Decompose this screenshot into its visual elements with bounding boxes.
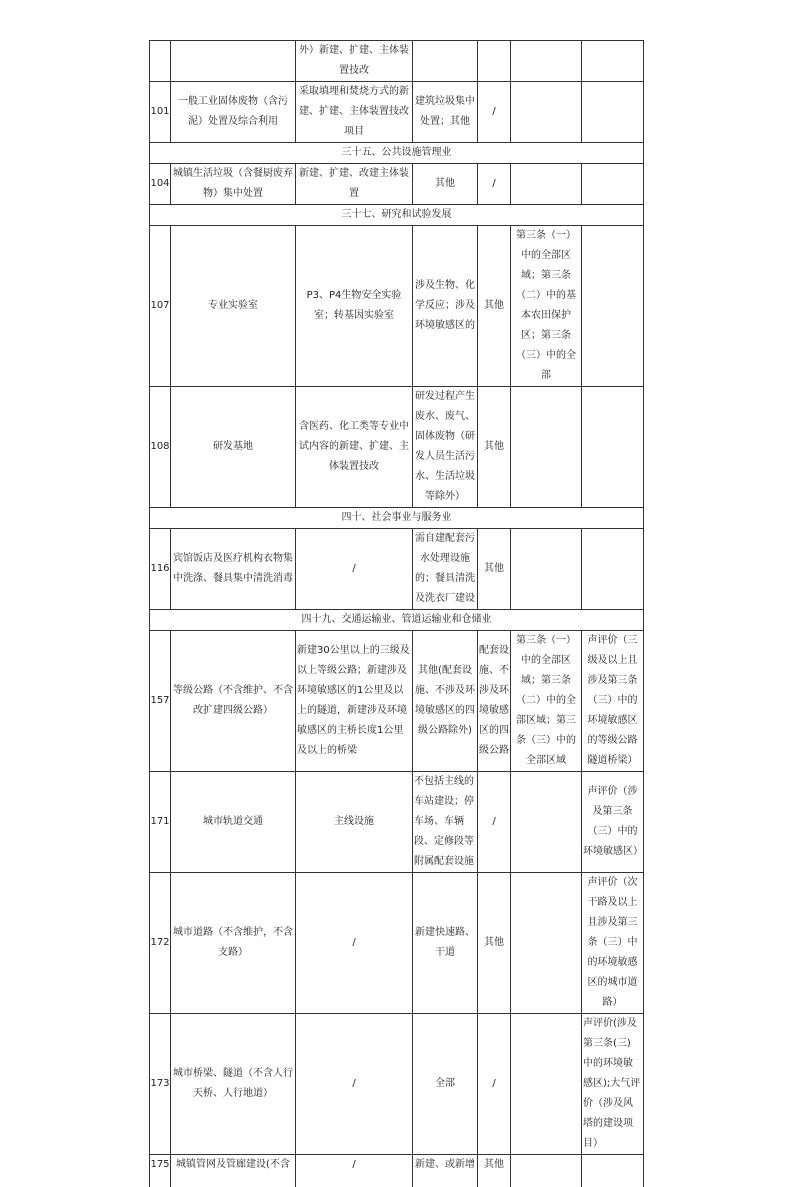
environmental-assessment-table [149, 40, 644, 1187]
cell-scope: 含医药、化工类等专业中试内容的新建、扩建、主体装置技改 [296, 387, 413, 508]
row-number: 173 [150, 1014, 171, 1155]
cell-condition: 建筑垃圾集中处置；其他 [413, 82, 478, 143]
table-row [150, 529, 644, 610]
cell-condition: 新建、或新增 [413, 1155, 478, 1187]
cell-category: 城市轨道交通 [171, 772, 296, 873]
cell-scope: P3、P4生物安全实验室；转基因实验室 [296, 226, 413, 387]
cell-scope: 外）新建、扩建、主体装置技改 [296, 41, 413, 82]
row-number: 107 [150, 226, 171, 387]
cell-category: 城市桥梁、隧道（不含人行天桥、人行地道） [171, 1014, 296, 1155]
section-heading: 四十九、交通运输业、管道运输业和仓储业 [150, 610, 644, 631]
cell-condition: 全部 [413, 1014, 478, 1155]
cell-special-assessment: 声评价（涉及第三条（三）中的环境敏感区） [582, 772, 644, 873]
table-row [150, 1155, 644, 1187]
cell-scope: 新建、扩建、改建主体装置 [296, 164, 413, 205]
cell-scope: / [296, 529, 413, 610]
cell-condition: 涉及生物、化学反应；涉及环境敏感区的 [413, 226, 478, 387]
cell-category: 等级公路（不含维护、不含改扩建四级公路） [171, 631, 296, 772]
cell-category: 宾馆饭店及医疗机构衣物集中洗涤、餐具集中清洗消毒 [171, 529, 296, 610]
cell-value: 配套设施、不涉及环境敏感区的四级公路 [478, 631, 511, 772]
table-row [150, 226, 644, 387]
row-number: 116 [150, 529, 171, 610]
cell-sensitive-area: 第三条（一）中的全部区域；第三条（二）中的全部区域；第三条（三）中的全部区域 [511, 631, 582, 772]
cell-value: 其他 [478, 1155, 511, 1187]
table-row [150, 873, 644, 1014]
cell-category: 研发基地 [171, 387, 296, 508]
table-row [150, 631, 644, 772]
cell-value: / [478, 1014, 511, 1155]
cell-category: 城市道路（不含维护，不含支路） [171, 873, 296, 1014]
cell-category: 专业实验室 [171, 226, 296, 387]
section-heading: 四十、社会事业与服务业 [150, 508, 644, 529]
cell-category: 城镇管网及管廊建设(不含 [171, 1155, 296, 1187]
cell-condition: 其他 [413, 164, 478, 205]
cell-special-assessment: 声评价（次干路及以上且涉及第三条（三）中的环境敏感区的城市道路） [582, 873, 644, 1014]
section-heading: 三十五、公共设施管理业 [150, 143, 644, 164]
table-row [150, 1014, 644, 1155]
cell-condition: 新建快速路、干道 [413, 873, 478, 1014]
cell-value: 其他 [478, 873, 511, 1014]
row-number: 157 [150, 631, 171, 772]
cell-value: / [478, 772, 511, 873]
section-heading: 三十七、研究和试验发展 [150, 205, 644, 226]
table-row [150, 82, 644, 143]
table-row [150, 387, 644, 508]
cell-scope: / [296, 1155, 413, 1187]
section-row [150, 508, 644, 529]
table-row [150, 772, 644, 873]
row-number: 172 [150, 873, 171, 1014]
cell-scope: / [296, 1014, 413, 1155]
cell-condition: 需自建配套污水处理设施的；餐具清洗及洗衣厂建设 [413, 529, 478, 610]
cell-value: 其他 [478, 387, 511, 508]
cell-value: / [478, 82, 511, 143]
table-row [150, 41, 644, 82]
cell-value: 其他 [478, 529, 511, 610]
row-number: 101 [150, 82, 171, 143]
row-number: 108 [150, 387, 171, 508]
cell-value: 其他 [478, 226, 511, 387]
cell-category: 一般工业固体废物（含污泥）处置及综合利用 [171, 82, 296, 143]
section-row [150, 610, 644, 631]
cell-category: 城镇生活垃圾（含餐厨废弃物）集中处置 [171, 164, 296, 205]
cell-condition: 研发过程产生废水、废气、固体废物（研发人员生活污水、生活垃圾等除外） [413, 387, 478, 508]
row-number: 104 [150, 164, 171, 205]
cell-scope: 采取填埋和焚烧方式的新建、扩建、主体装置技改项目 [296, 82, 413, 143]
table-row [150, 164, 644, 205]
cell-sensitive-area: 第三条（一）中的全部区域；第三条（二）中的基本农田保护区；第三条（三）中的全部 [511, 226, 582, 387]
cell-special-assessment: 声评价(涉及第三条(三) 中的环境敏感区);大气评价（涉及风塔的建设项目） [582, 1014, 644, 1155]
cell-condition: 其他(配套设施、不涉及环境敏感区的四级公路除外) [413, 631, 478, 772]
row-number: 171 [150, 772, 171, 873]
row-number: 175 [150, 1155, 171, 1187]
cell-scope: 主线设施 [296, 772, 413, 873]
cell-scope: 新建30公里以上的三级及以上等级公路；新建涉及环境敏感区的1公里及以上的隧道，新建涉及环境敏感区的主桥长度1公里及以上的桥梁 [296, 631, 413, 772]
cell-value: / [478, 164, 511, 205]
section-row [150, 205, 644, 226]
cell-condition: 不包括主线的车站建设；停车场、车辆段、定修段等附属配套设施 [413, 772, 478, 873]
cell-special-assessment: 声评价（三级及以上且涉及第三条（三）中的环境敏感区的等级公路隧道桥梁） [582, 631, 644, 772]
section-row [150, 143, 644, 164]
cell-scope: / [296, 873, 413, 1014]
